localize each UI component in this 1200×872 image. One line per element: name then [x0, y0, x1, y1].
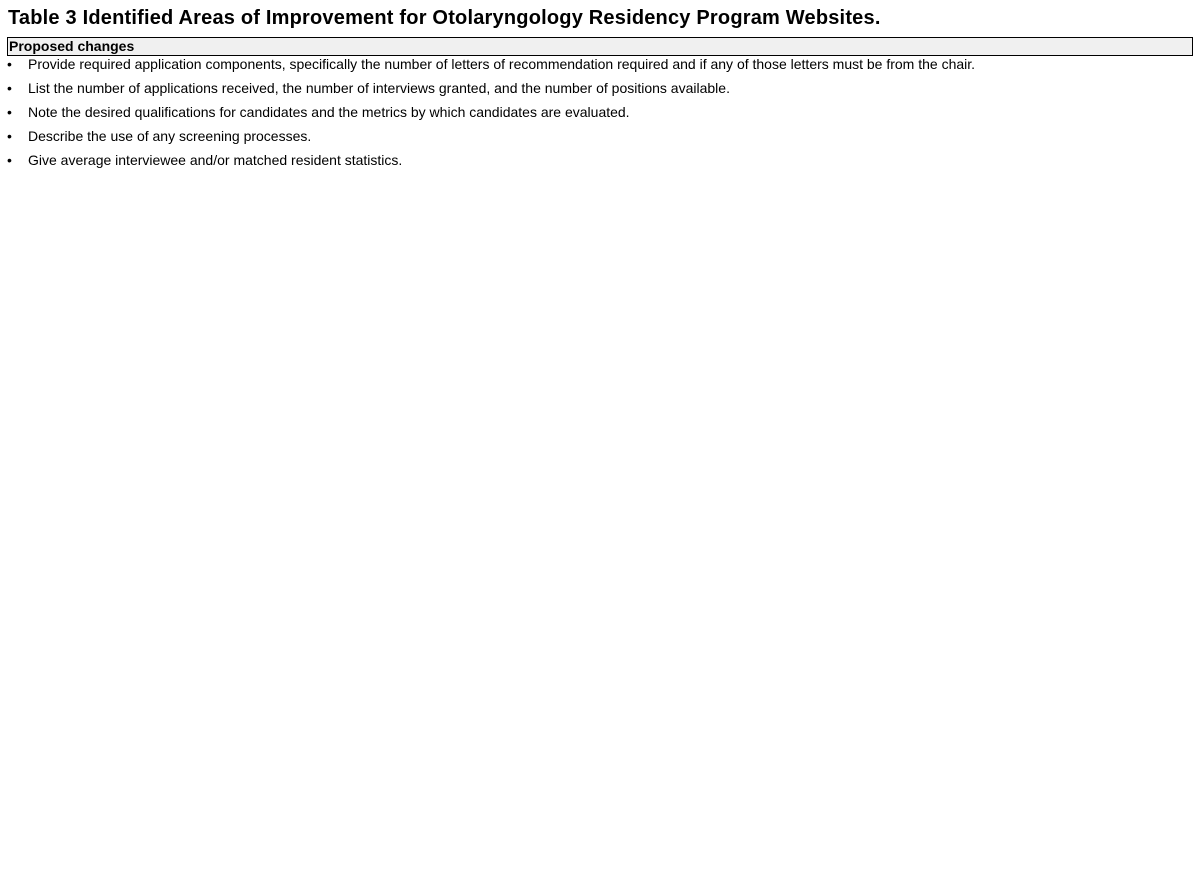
list-item-text: Provide required application components, specifically the number of letters of recommendation required and if any of those letters must be from the chair.	[28, 56, 976, 72]
table-header-row	[7, 37, 1193, 56]
list-item-text: List the number of applications received, the number of interviews granted, and the number of positions available.	[28, 80, 730, 96]
bullet-icon: •	[7, 128, 12, 144]
column-header-proposed-changes: Proposed changes	[9, 38, 135, 54]
bullet-icon: •	[7, 104, 12, 120]
list-item-text: Describe the use of any screening processes.	[28, 128, 312, 144]
bullet-icon: •	[7, 80, 12, 96]
bullet-icon: •	[7, 152, 12, 168]
table-title: Table 3 Identified Areas of Improvement for Otolaryngology Residency Program Websites.	[8, 7, 881, 29]
list-item-text: Note the desired qualifications for candidates and the metrics by which candidates are evaluated.	[28, 104, 630, 120]
bullet-icon: •	[7, 56, 12, 72]
list-item-text: Give average interviewee and/or matched resident statistics.	[28, 152, 403, 168]
